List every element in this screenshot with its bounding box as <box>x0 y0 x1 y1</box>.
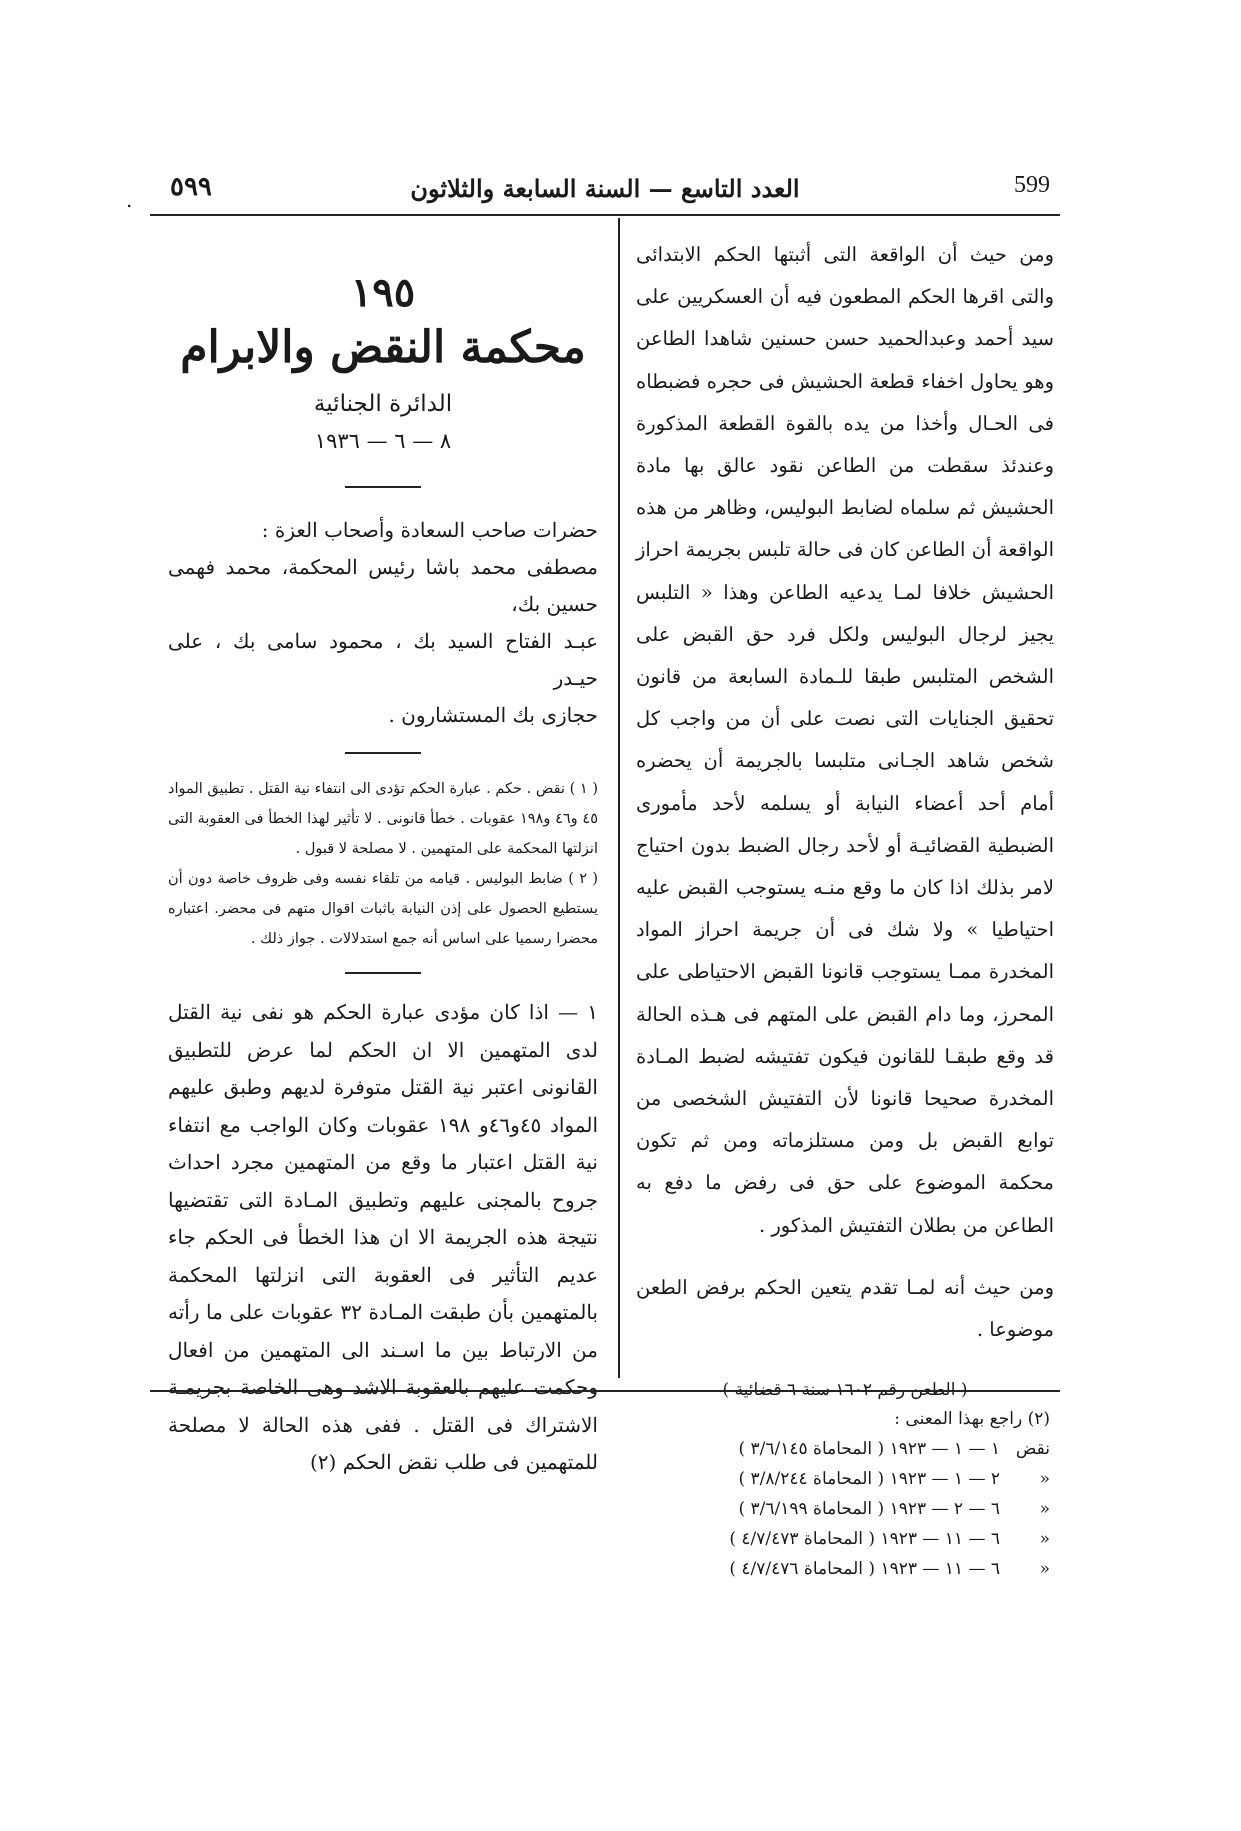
appeal-reference: ( الطعن رقم ١٦٠٢ سنة ٦ قضائية ) <box>722 1380 968 1401</box>
judgment-date: ٨ — ٦ — ١٩٣٦ <box>314 429 452 453</box>
footnote-row <box>640 1464 1050 1494</box>
footnote-row-text: ٦ — ٢ — ١٩٢٣ ( المحاماة ٣/٦/١٩٩ ) <box>738 1499 1000 1519</box>
footnote-row-text: ٦ — ١١ — ١٩٢٣ ( المحاماة ٤/٧/٤٧٦ ) <box>729 1559 1000 1579</box>
footnote-row <box>640 1554 1050 1584</box>
running-header <box>150 168 1060 212</box>
judges-panel <box>168 512 598 734</box>
footnote-row-label: « <box>1039 1559 1050 1579</box>
footnote <box>640 1404 1050 1584</box>
footnote-row <box>640 1434 1050 1464</box>
conclusion-paragraph: ومن حيث أنه لمـا تقدم يتعين الحكم برفض الطعن موضوعا . <box>636 1275 1054 1342</box>
judges-line: عبـد الفتاح السيد بك ، محمود سامى بك ، على حيـدر <box>168 629 598 690</box>
footnote-row-text: ٢ — ١ — ١٩٢٣ ( المحاماة ٣/٨/٢٤٤ ) <box>738 1469 1000 1489</box>
footnote-row-text: ١ — ١ — ١٩٢٣ ( المحاماة ٣/٦/١٤٥ ) <box>738 1439 1000 1459</box>
footnote-row-label: نقض <box>1015 1439 1050 1459</box>
running-title: العدد التاسع — السنة السابعة والثلاثون <box>410 174 800 203</box>
headnote-item: ( ٢ ) ضابط البوليس . قيامه من تلقاء نفسه وفى ظروف خاصة دون أن يستطيع الحصول على إذن النيابة باثبات اقوال متهم فى محضر. اعتباره محضرا رسميا على اساس أنه جمع استدلالات . جواز ذلك . <box>168 871 598 947</box>
headnote-summary <box>168 774 598 954</box>
court-name: محكمة النقض والابرام <box>180 322 586 373</box>
footnote-row-label: « <box>1039 1469 1050 1489</box>
section-rule <box>345 486 421 488</box>
judges-line: حجازى بك المستشارون . <box>388 703 598 727</box>
headnote-item: ( ١ ) نقض . حكم . عبارة الحكم تؤدى الى انتفاء نية القتل . تطبيق المواد ٤٥ و٤٦ و١٩٨ عقوبات . خطأ قانونى . لا تأثير لهذا الخطأ فى العقوبة التى انزلتها المحكمة على المتهمين . لا مصلحة لا قبول . <box>168 781 598 857</box>
footnote-row-label: « <box>1039 1529 1050 1549</box>
footnote-row-text: ٦ — ١١ — ١٩٢٣ ( المحاماة ٤/٧/٤٧٣ ) <box>729 1529 1000 1549</box>
page-number-latin: 599 <box>1014 172 1050 198</box>
case-number: ١٩٥ <box>350 269 416 316</box>
section-rule <box>345 972 421 974</box>
principle-paragraph: ١ — اذا كان مؤدى عبارة الحكم هو نفى نية القتل لدى المتهمين الا ان الحكم لما عرض للتطبيق القانونى اعتبر نية القتل متوفرة لديهم وطبق عليهم المواد ٤٥و٤٦و ١٩٨ عقوبات وكان الواجب مع انتفاء نية القتل اعتبار ما وقع من المتهمين مجرد احداث جروح بالمجنى عليهم وتطبيق المـادة التى تقتضيها نتيجة هذه الجريمة الا ان هذا الخطأ فى الحكم جاء عديم التأثير فى العقوبة التى انزلتها المحكمة بالمتهمين بأن طبقت المـادة ٣٢ عقوبات على ما رأته من الارتباط بين ما اسـند الى المتهمين من افعال وحكمت عليهم بالعقوبة الاشد وهى الخاصة بجريمـة الاشتراك فى القتل . ففى هذه الحالة لا مصلحة للمتهمين فى طلب نقض الحكم (٢) <box>168 1000 599 1474</box>
footnote-heading: (٢) راجع بهذا المعنى : <box>894 1409 1050 1429</box>
footnote-row <box>640 1494 1050 1524</box>
footnote-row <box>640 1524 1050 1554</box>
judges-line: مصطفى محمد باشا رئيس المحكمة، محمد فهمى حسين بك، <box>168 555 598 616</box>
chamber-name: الدائرة الجنائية <box>313 391 453 417</box>
footnote-row-label: « <box>1039 1499 1050 1519</box>
margin-dot: . <box>126 188 133 212</box>
body-paragraph: ومن حيث أن الواقعة التى أثبتها الحكم الابتدائى والتى اقرها الحكم المطعون فيه أن العسكريين على سيد أحمد وعبدالحميد حسن حسنين شاهدا الطاعن وهو يحاول اخفاء قطعة الحشيش فى حجره فضبطاه فى الحـال وأخذا من يده بالقوة القطعة المذكورة وعندئذ سقطت من الطاعن نقود عالق بها مادة الحشيش ثم سلماه لضابط البوليس، وظاهر من هذه الواقعة أن الطاعن كان فى حالة تلبس بجريمة احراز الحشيش خلافا لمـا يدعيه الطاعن وهذا « التلبس يجيز لرجال البوليس ولكل فرد حق القبض على الشخص المتلبس طبقا للـمادة السابعة من قانون تحقيق الجنايات التى نصت على أن من واجب كل شخص شاهد الجـانى متلبسا بالجريمة أن يحضره أمام أحد أعضاء النيابة أو يسلمه لأحد مأمورى الضبطية القضائيـة أو لأحد رجال الضبط بدون احتياج لامر بذلك اذا كان ما وقع منـه يستوجب القبض عليه احتياطيا » ولا شك فى أن جريمة احراز المواد المخدرة ممـا يستوجب قانونا القبض الاحتياطى على المحرز، وما دام القبض على المتهم فى هـذه الحالة قد وقع طبقـا للقانون فيكون تفتيشه لضبط المـادة المخدرة صحيحا قانونا لأن التفتيش الشخصى من توابع القبض بل ومن مستلزماته ومن ثم تكون محكمة الموضوع على حق فى رفض ما دفع به الطاعن من بطلان التفتيش المذكور . <box>636 243 1054 1237</box>
section-rule <box>345 752 421 754</box>
header-rule <box>150 214 1060 216</box>
right-column <box>636 234 1054 1411</box>
footnote-rule <box>150 1390 1060 1392</box>
judges-line: حضرات صاحب السعادة وأصحاب العزة : <box>261 518 598 542</box>
page-number-arabic: ٥٩٩ <box>170 172 212 202</box>
column-divider <box>618 218 620 1378</box>
left-column <box>168 270 598 1482</box>
